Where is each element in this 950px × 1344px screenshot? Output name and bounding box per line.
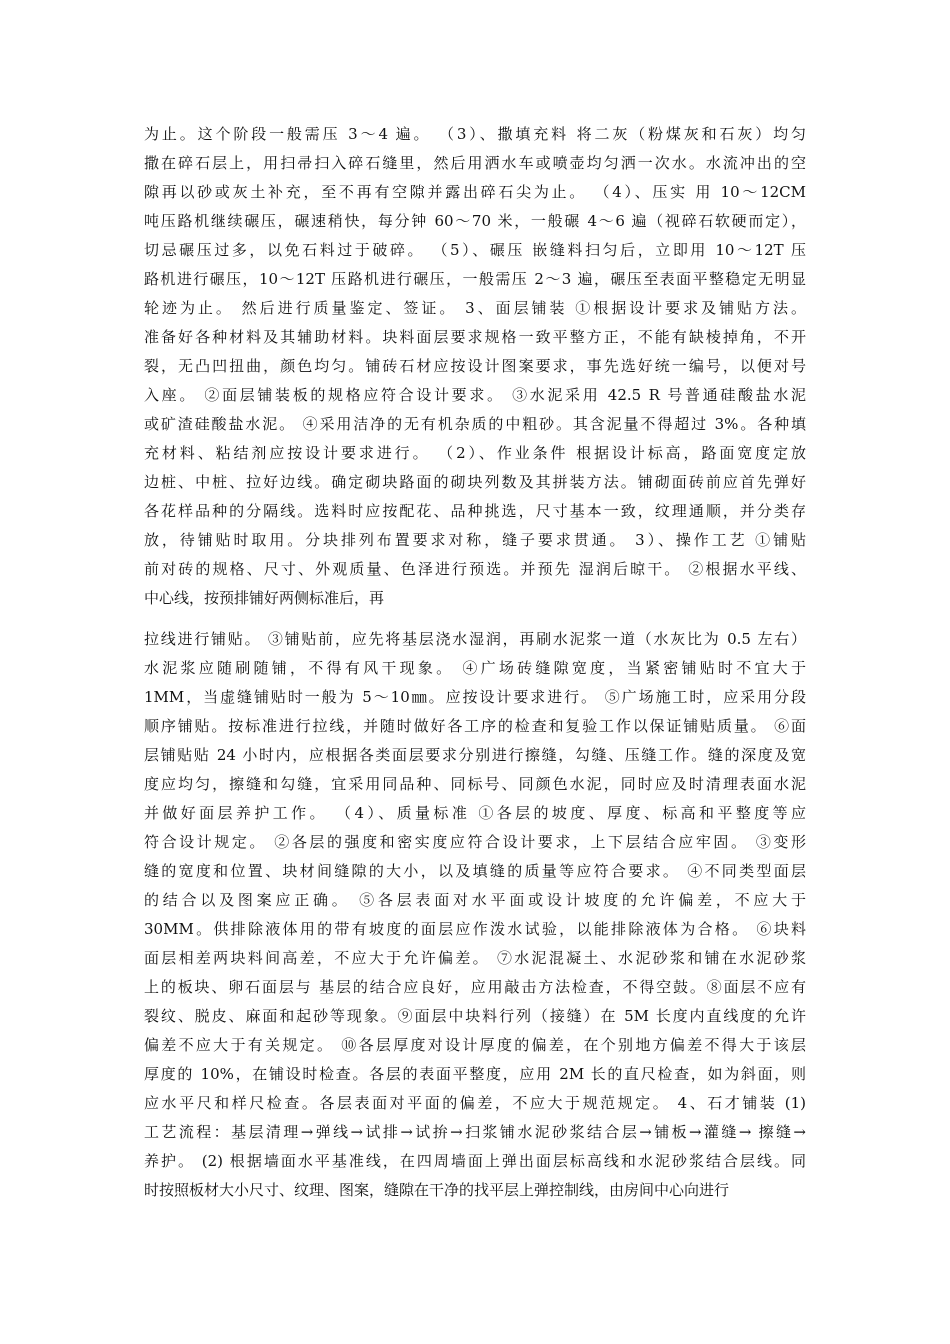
text-line: 入座。 ②面层铺装板的规格应符合设计要求。 ③水泥采用 42.5 R 号普通硅酸盐水泥 [144,386,806,404]
text-line: 准备好各种材料及其辅助材料。块料面层要求规格一致平整方正，不能有缺棱掉角，不开 [144,328,806,346]
text-line: 应水平尺和样尺检查。各层表面对平面的偏差，不应大于规范规定。 4、石才铺装 (1) [144,1094,806,1112]
text-line: 为止。这个阶段一般需压 3～4 遍。 （3）、撒填充料 将二灰（粉煤灰和石灰）均匀 [144,125,806,143]
text-line: 符合设计规定。 ②各层的强度和密实度应符合设计要求，上下层结合应牢固。 ③变形 [144,833,806,851]
text-line: 度应均匀，擦缝和勾缝，宜采用同品种、同标号、同颜色水泥，同时应及时清理表面水泥 [144,775,806,793]
text-line: 各花样品种的分隔线。选料时应按配花、品种挑选，尺寸基本一致，纹理通顺，并分类存 [144,502,806,520]
text-line: 吨压路机继续碾压，碾速稍快，每分钟 60～70 米，一般碾 4～6 遍（视碎石软硬而定）， [144,212,806,230]
text-line: 裂，无凸凹扭曲，颜色均匀。铺砖石材应按设计图案要求，事先选好统一编号，以便对号 [144,357,806,375]
text-line: 或矿渣硅酸盐水泥。 ④采用洁净的无有机杂质的中粗砂。其含泥量不得超过 3%。各种填 [144,415,806,433]
text-line: 时按照板材大小尺寸、纹理、图案，缝隙在干净的找平层上弹控制线，由房间中心向进行 [144,1181,730,1199]
text-line: 缝的宽度和位置、块材间缝隙的大小，以及填缝的质量等应符合要求。 ④不同类型面层 [144,862,806,880]
text-line: 水泥浆应随刷随铺，不得有风干现象。 ④广场砖缝隙宽度，当紧密铺贴时不宜大于 [144,659,806,677]
text-line: 中心线，按预排铺好两侧标准后，再 [144,589,385,607]
paragraph-paving-and-quality-standards [144,625,806,1205]
text-line: 裂纹、脱皮、麻面和起砂等现象。⑨面层中块料行列（接缝）在 5M 长度内直线度的允许 [144,1007,806,1025]
text-line: 放，待铺贴时取用。分块排列布置要求对称，缝子要求贯通。 3）、操作工艺 ①铺贴 [144,531,806,549]
text-line: 层铺贴贴 24 小时内，应根据各类面层要求分别进行擦缝，勾缝、压缝工作。缝的深度及宽 [144,746,806,764]
text-line: 拉线进行铺贴。 ③铺贴前，应先将基层浇水湿润，再刷水泥浆一道（水灰比为 0.5 左右） [144,630,806,648]
paragraph-base-course-and-paving [144,120,806,613]
text-line: 的结合以及图案应正确。 ⑤各层表面对水平面或设计坡度的允许偏差，不应大于 [144,891,806,909]
text-line: 撒在碎石层上，用扫帚扫入碎石缝里，然后用洒水车或喷壶均匀洒一次水。水流冲出的空 [144,154,806,172]
text-line: 切忌碾压过多，以免石料过于破碎。 （5）、碾压 嵌缝料扫匀后，立即用 10～12T 压 [144,241,806,259]
text-line: 并做好面层养护工作。 （4）、质量标准 ①各层的坡度、厚度、标高和平整度等应 [144,804,806,822]
text-line: 养护。 (2) 根据墙面水平基准线，在四周墙面上弹出面层标高线和水泥砂浆结合层线。同 [144,1152,806,1170]
text-line: 面层相差两块料间高差，不应大于允许偏差。 ⑦水泥混凝土、水泥砂浆和铺在水泥砂浆 [144,949,806,967]
text-line: 上的板块、卵石面层与 基层的结合应良好，应用敲击方法检查，不得空鼓。⑧面层不应有 [144,978,806,996]
text-line: 轮迹为止。 然后进行质量鉴定、签证。 3、面层铺装 ①根据设计要求及铺贴方法。 [144,299,806,317]
text-line: 充材料、粘结剂应按设计要求进行。 （2）、作业条件 根据设计标高，路面宽度定放 [144,444,806,462]
text-line: 厚度的 10%，在铺设时检查。各层的表面平整度，应用 2M 长的直尺检查，如为斜面，则 [144,1065,806,1083]
text-line: 前对砖的规格、尺寸、外观质量、色泽进行预选。并预先 湿润后晾干。 ②根据水平线、 [144,560,806,578]
text-line: 隙再以砂或灰土补充，至不再有空隙并露出碎石尖为止。 （4）、压实 用 10～12CM [144,183,806,201]
text-line: 1MM，当虚缝铺贴时一般为 5～10㎜。应按设计要求进行。 ⑤广场施工时，应采用分段 [144,688,806,706]
text-line: 30MM。供排除液体用的带有坡度的面层应作泼水试验，以能排除液体为合格。 ⑥块料 [144,920,806,938]
text-line: 工艺流程：基层清理→弹线→试排→试拚→扫浆铺水泥砂浆结合层→铺板→灌缝→ 擦缝→ [144,1123,806,1141]
text-line: 偏差不应大于有关规定。 ⑩各层厚度对设计厚度的偏差，在个别地方偏差不得大于该层 [144,1036,806,1054]
text-line: 顺序铺贴。按标准进行拉线，并随时做好各工序的检查和复验工作以保证铺贴质量。 ⑥面 [144,717,806,735]
text-line: 路机进行碾压，10～12T 压路机进行碾压，一般需压 2～3 遍，碾压至表面平整稳定无明显 [144,270,806,288]
text-line: 边桩、中桩、拉好边线。确定砌块路面的砌块列数及其拼装方法。铺砌面砖前应首先弹好 [144,473,806,491]
